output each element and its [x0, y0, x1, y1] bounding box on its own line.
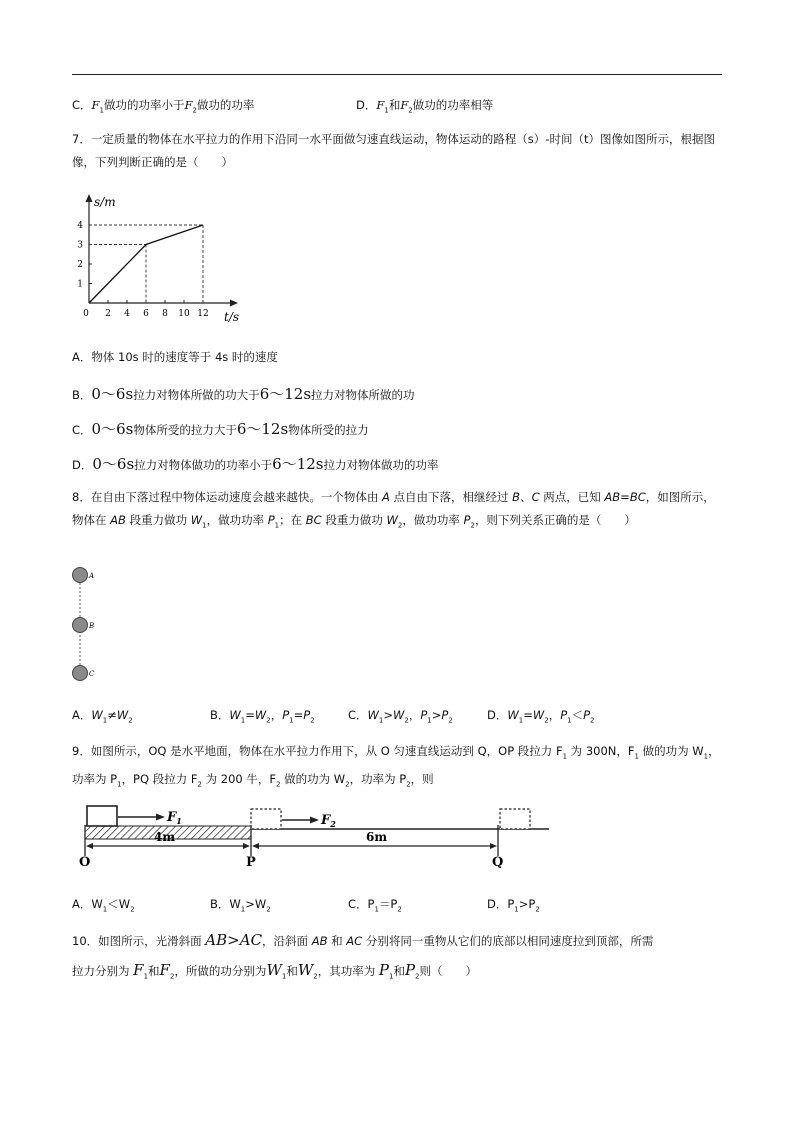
q9-option-d[interactable]: D．$P_1>P_2$	[487, 897, 540, 914]
q9-block-mid	[251, 809, 281, 829]
q10-stem-line1: 10．如图所示，光滑斜面 AB>AC，沿斜面 AB 和 AC 分别将同一重物从它们的底部以相同速度拉到顶部，所需	[72, 931, 654, 949]
q7-x-tick-label: 12	[197, 309, 209, 319]
q7-st-graph	[72, 190, 252, 325]
q7-x-tick-label: 2	[105, 309, 111, 319]
q8-option-d[interactable]: D．$W_1=W_2$，$P_1<P_2$	[487, 708, 595, 725]
q9-point-o: O	[79, 855, 91, 870]
q8-point-a	[73, 568, 88, 583]
prev-option-c[interactable]: C．$F_1$做功的功率小于$F_2$做功的功率	[72, 98, 255, 115]
q9-option-c[interactable]: C．$P_1=P_2$	[348, 897, 402, 914]
q7-x-axis-label: t/s	[224, 310, 240, 324]
q9-point-p: P	[246, 855, 256, 870]
q9-f2-label: $F_2$	[321, 813, 336, 829]
q7-x-tick-label: 4	[124, 309, 130, 319]
q7-y-tick-label: 1	[77, 279, 83, 290]
q8-option-a[interactable]: A．$W_1\ne W_2$	[72, 708, 133, 725]
q7-guides	[89, 225, 203, 303]
q9-dim-6m: 6m	[366, 830, 388, 844]
q8-point-b	[73, 618, 88, 633]
prev-option-d[interactable]: D．$F_1$和$F_2$做功的功率相等	[356, 98, 494, 115]
q10-stem-line2: 拉力分别为 $F_1$和$F_2$，所做的功分别为$W_1$和$W_2$，其功率为 $P_1$和$P_2$则（ ）	[72, 961, 477, 981]
q9-stem: 9．如图所示，OQ 是水平地面，物体在水平拉力作用下，从 O 匀速直线运动到 Q，OP 段拉力 $F_1$ 为 300N，$F_1$ 做的功为 $W_1$，功率为 $P_1$，PQ 段拉力 $F_2$ 为 200 牛，$F_2$ 做的功为 $W_2$，功率为 $P_2$，则	[72, 744, 720, 789]
q7-stem: 7．一定质量的物体在水平拉力的作用下沿同一水平面做匀速直线运动，物体运动的路程（s）-时间（t）图像如图所示，根据图像，下列判断正确的是（ ）	[72, 132, 715, 169]
q8-stem: 8．在自由下落过程中物体运动速度会越来越快。一个物体由 A 点自由下落，相继经过 B、C 两点，已知 AB=BC，如图所示，物体在 AB 段重力做功 $W_1$，做功功率 $P_1$；在 BC 段重力做功 $W_2$，做功功率 $P_2$，则下列关系正确的是（ ）	[72, 490, 715, 530]
q8-option-b[interactable]: B．$W_1=W_2$，$P_1=P_2$	[210, 708, 315, 725]
q8-label-c: C	[89, 670, 95, 678]
q7-x-tick-label: 6	[143, 309, 149, 319]
q7-y-axis-label: s/m	[94, 195, 116, 209]
q8-label-b: B	[89, 622, 95, 630]
q7-option-d[interactable]: D．0～6s拉力对物体做功的功率小于6～12s拉力对物体做功的功率	[72, 455, 439, 473]
q9-dim-4m: 4m	[154, 830, 176, 844]
q9-option-a[interactable]: A．$W_1<W_2$	[72, 897, 135, 914]
q8-option-c[interactable]: C．$W_1>W_2$，$P_1>P_2$	[348, 708, 453, 725]
q9-option-b[interactable]: B．$W_1>W_2$	[210, 897, 271, 914]
q7-x-tick-label: 10	[178, 309, 190, 319]
q7-x-tick-label: 0	[83, 309, 89, 319]
q9-block-start	[87, 806, 117, 826]
q7-x-arrow	[230, 300, 238, 307]
q7-axes	[86, 194, 239, 307]
q9-motion-diagram	[74, 800, 554, 870]
q7-y-tick-label: 2	[77, 260, 83, 270]
q9-block-end	[500, 809, 530, 829]
q7-y-tick-label: 4	[77, 221, 83, 231]
q7-x-tick-label: 8	[162, 309, 168, 319]
q7-option-a[interactable]: A．物体 10s 时的速度等于 4s 时的速度	[72, 350, 278, 364]
q8-falling-diagram	[66, 562, 106, 686]
q7-option-c[interactable]: C．0～6s物体所受的拉力大于6～12s物体所受的拉力	[72, 420, 369, 438]
q8-label-a: A	[89, 572, 95, 580]
q7-option-b[interactable]: B．0～6s拉力对物体所做的功大于6～12s拉力对物体所做的功	[72, 385, 415, 403]
q9-point-q: Q	[492, 855, 504, 870]
q8-point-c	[73, 666, 88, 681]
q7-ticks	[77, 221, 208, 319]
header-rule	[72, 74, 722, 75]
q7-y-tick-label: 3	[77, 240, 83, 251]
q7-y-arrow	[86, 194, 93, 202]
q9-f1-label: $F_1$	[167, 810, 182, 826]
